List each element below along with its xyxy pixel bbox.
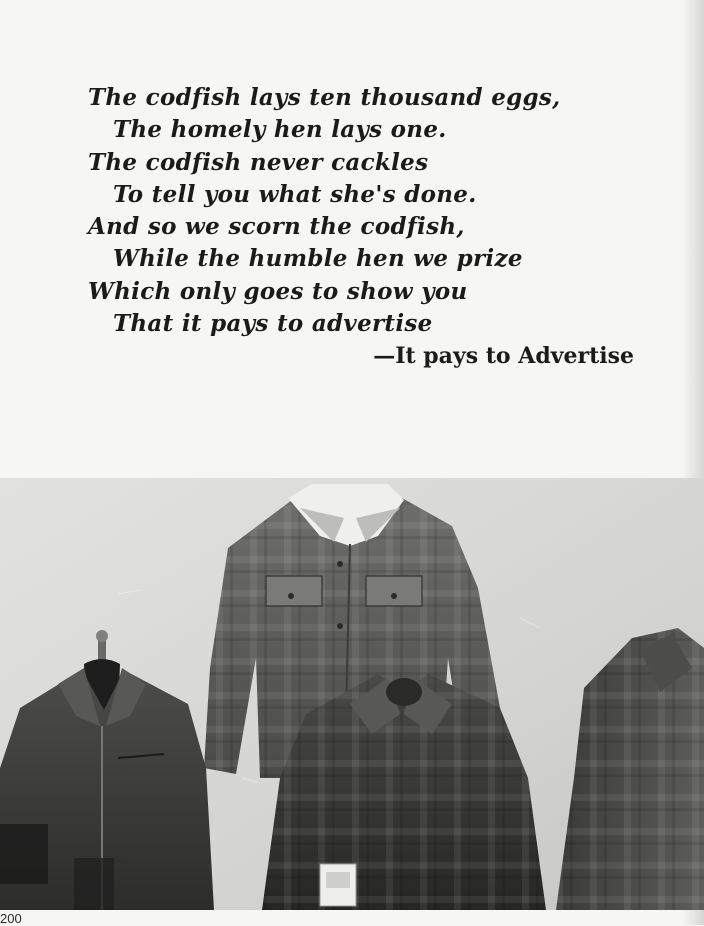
poem-attribution: —It pays to Advertise [373,343,634,369]
poem-line-1: The codfish lays ten thousand eggs, [88,84,561,111]
poem [88,82,648,340]
poem-line-2: The homely hen lays one. [113,116,447,144]
poem-line-6: While the humble hen we prize [113,245,523,273]
poem-line-3: The codfish never cackles [88,148,429,176]
poem-line-4: To tell you what she's done. [113,180,477,208]
clothing-display-photo [0,478,704,910]
poem-line-8: That it pays to advertise [113,310,433,338]
page-number: 200 [0,911,22,926]
photo-illustration [0,478,704,910]
poem-line-7: Which only goes to show you [88,277,468,305]
poem-line-5: And so we scorn the codfish, [88,213,465,241]
